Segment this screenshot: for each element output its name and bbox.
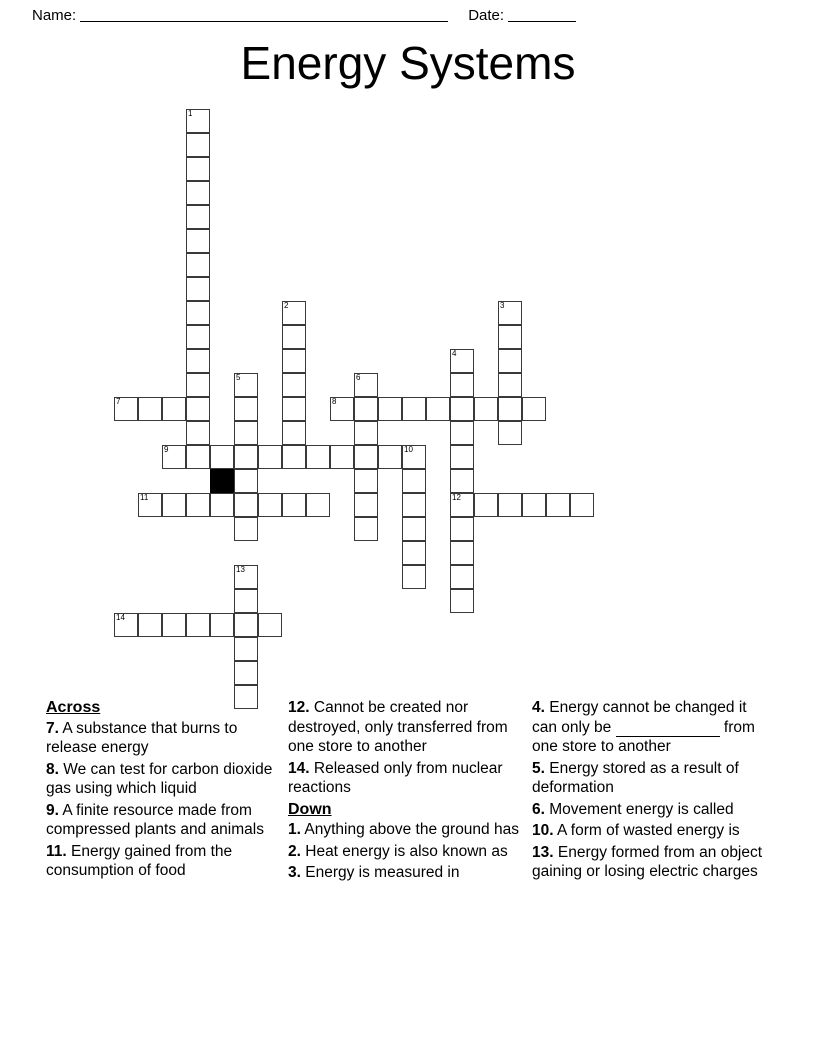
clue-down-5 — [532, 759, 772, 798]
crossword-cell[interactable] — [354, 517, 378, 541]
crossword-cell[interactable] — [258, 445, 282, 469]
crossword-cell-start-7[interactable] — [114, 397, 138, 421]
crossword-cell[interactable] — [354, 421, 378, 445]
crossword-cell-start-14[interactable] — [114, 613, 138, 637]
crossword-cell[interactable] — [186, 133, 210, 157]
clue-down-2 — [288, 842, 528, 862]
crossword-cell[interactable] — [450, 397, 474, 421]
clue-across-7 — [46, 719, 284, 758]
crossword-cell[interactable] — [450, 373, 474, 397]
crossword-cell[interactable] — [234, 445, 258, 469]
cell-number: 11 — [140, 493, 149, 502]
date-label: Date: — [468, 6, 505, 24]
crossword-cell-start-11[interactable] — [138, 493, 162, 517]
clue-number: 11. — [46, 842, 67, 860]
crossword-cell[interactable] — [234, 589, 258, 613]
crossword-cell[interactable] — [282, 325, 306, 349]
crossword-cell[interactable] — [450, 589, 474, 613]
crossword-cell[interactable] — [546, 493, 570, 517]
clue-number: 13. — [532, 843, 554, 861]
cell-number: 2 — [284, 301, 289, 310]
clue-number: 5. — [532, 759, 545, 777]
crossword-cell[interactable] — [186, 445, 210, 469]
blocked-cell — [210, 469, 234, 493]
crossword-cell-start-10[interactable] — [402, 445, 426, 469]
clue-down-6 — [532, 800, 772, 820]
clue-text: A substance that burns to release energy — [46, 719, 238, 756]
crossword-cell[interactable] — [138, 397, 162, 421]
clue-text: Energy cannot be changed it can only be — [532, 699, 747, 736]
crossword-cell-start-6[interactable] — [354, 373, 378, 397]
across-heading: Across — [46, 699, 101, 716]
crossword-cell[interactable] — [282, 373, 306, 397]
cell-number: 10 — [404, 445, 413, 454]
crossword-cell-start-13[interactable] — [234, 565, 258, 589]
cell-number: 13 — [236, 565, 245, 574]
clue-down-1 — [288, 820, 528, 840]
crossword-cell[interactable] — [354, 445, 378, 469]
crossword-cell[interactable] — [498, 493, 522, 517]
crossword-cell[interactable] — [282, 493, 306, 517]
clue-column-1 — [46, 698, 284, 883]
crossword-cell[interactable] — [522, 397, 546, 421]
cell-number: 6 — [356, 373, 361, 382]
clue-across-9 — [46, 801, 284, 840]
crossword-cell[interactable] — [498, 373, 522, 397]
crossword-cell[interactable] — [258, 493, 282, 517]
crossword-cell[interactable] — [474, 397, 498, 421]
clues-section — [0, 698, 816, 885]
clue-text: from one store to another — [532, 718, 755, 755]
crossword-cell-start-8[interactable] — [330, 397, 354, 421]
clue-column-3 — [532, 698, 772, 884]
crossword-cell[interactable] — [570, 493, 594, 517]
cell-number: 9 — [164, 445, 169, 454]
crossword-cell[interactable] — [354, 469, 378, 493]
clue-text: Energy is measured in — [305, 864, 460, 881]
page-title: Energy Systems — [240, 37, 576, 89]
cell-number: 5 — [236, 373, 241, 382]
clue-number: 12. — [288, 699, 310, 716]
crossword-cell[interactable] — [234, 517, 258, 541]
crossword-cell[interactable] — [330, 445, 354, 469]
crossword-cell[interactable] — [186, 397, 210, 421]
crossword-cell[interactable] — [426, 397, 450, 421]
crossword-cell[interactable] — [186, 277, 210, 301]
clue-number: 6. — [532, 800, 545, 818]
crossword-cell[interactable] — [234, 397, 258, 421]
crossword-cell[interactable] — [186, 301, 210, 325]
crossword-cell[interactable] — [450, 517, 474, 541]
clue-down-13 — [532, 843, 772, 882]
crossword-cell[interactable] — [450, 469, 474, 493]
crossword-cell[interactable] — [498, 325, 522, 349]
crossword-cell[interactable] — [210, 445, 234, 469]
crossword-cell[interactable] — [138, 613, 162, 637]
crossword-cell-start-1[interactable] — [186, 109, 210, 133]
crossword-cell-start-5[interactable] — [234, 373, 258, 397]
crossword-cell[interactable] — [186, 613, 210, 637]
crossword-cell[interactable] — [234, 421, 258, 445]
crossword-cell[interactable] — [402, 397, 426, 421]
crossword-cell[interactable] — [234, 637, 258, 661]
crossword-cell[interactable] — [186, 325, 210, 349]
crossword-cell[interactable] — [282, 349, 306, 373]
clue-across-11 — [46, 842, 284, 881]
crossword-cell[interactable] — [306, 493, 330, 517]
cell-number: 14 — [116, 613, 125, 622]
clue-across-14 — [288, 759, 528, 798]
crossword-cell[interactable] — [522, 493, 546, 517]
crossword-cell[interactable] — [378, 445, 402, 469]
clue-number: 7. — [46, 719, 59, 737]
clue-number: 14. — [288, 759, 310, 777]
cell-number: 1 — [188, 109, 193, 118]
crossword-cell-start-3[interactable] — [498, 301, 522, 325]
clue-across-12 — [288, 698, 528, 757]
crossword-cell[interactable] — [186, 181, 210, 205]
down-heading: Down — [288, 800, 332, 818]
clue-text: A finite resource made from compressed plants and animals — [46, 801, 264, 838]
crossword-cell[interactable] — [402, 541, 426, 565]
crossword-cell-start-4[interactable] — [450, 349, 474, 373]
cell-number: 7 — [116, 397, 121, 406]
crossword-cell[interactable] — [498, 397, 522, 421]
crossword-cell[interactable] — [186, 205, 210, 229]
crossword-cell[interactable] — [354, 493, 378, 517]
clue-text: Released only from nuclear reactions — [288, 759, 503, 796]
clue-text: Energy formed from an object gaining or losing electric charges — [532, 843, 763, 880]
clue-down-4 — [532, 698, 772, 757]
crossword-cell[interactable] — [162, 613, 186, 637]
crossword-cell[interactable] — [282, 421, 306, 445]
crossword-cell[interactable] — [234, 661, 258, 685]
clue-number: 2. — [288, 842, 301, 860]
crossword-cell[interactable] — [402, 565, 426, 589]
name-label: Name: — [32, 6, 77, 24]
crossword-cell[interactable] — [234, 469, 258, 493]
crossword-cell[interactable] — [450, 565, 474, 589]
cell-number: 8 — [332, 397, 337, 406]
clue-text: Heat energy is also known as — [305, 842, 508, 860]
cell-number: 3 — [500, 301, 505, 310]
clue-number: 9. — [46, 801, 59, 819]
crossword-cell[interactable] — [282, 397, 306, 421]
clue-text: Anything above the ground has — [304, 821, 519, 838]
clue-down-3 — [288, 863, 528, 883]
crossword-cell[interactable] — [186, 229, 210, 253]
clue-number: 4. — [532, 699, 545, 716]
crossword-cell[interactable] — [186, 373, 210, 397]
crossword-cell[interactable] — [210, 613, 234, 637]
crossword-cell[interactable] — [162, 493, 186, 517]
crossword-cell[interactable] — [378, 397, 402, 421]
crossword-cell[interactable] — [186, 493, 210, 517]
crossword-cell[interactable] — [186, 349, 210, 373]
clue-text: Movement energy is called — [549, 800, 734, 818]
crossword-cell[interactable] — [186, 157, 210, 181]
crossword-cell[interactable] — [234, 493, 258, 517]
clue-blank-line[interactable] — [616, 723, 720, 737]
crossword-cell[interactable] — [354, 397, 378, 421]
crossword-cell[interactable] — [402, 517, 426, 541]
clue-down-10 — [532, 821, 772, 841]
clue-text: We can test for carbon dioxide gas using which liquid — [46, 760, 273, 797]
crossword-cell[interactable] — [186, 421, 210, 445]
clue-text: Energy stored as a result of deformation — [532, 759, 739, 796]
crossword-cell[interactable] — [282, 445, 306, 469]
clue-number: 10. — [532, 822, 554, 839]
clue-number: 3. — [288, 864, 301, 881]
clue-number: 1. — [288, 821, 301, 838]
clue-across-8 — [46, 760, 284, 799]
crossword-cell[interactable] — [498, 421, 522, 445]
clue-column-2 — [288, 698, 528, 885]
crossword-cell[interactable] — [402, 469, 426, 493]
crossword-cell-start-2[interactable] — [282, 301, 306, 325]
crossword-cell[interactable] — [474, 493, 498, 517]
crossword-cell[interactable] — [210, 493, 234, 517]
clue-text: Energy gained from the consumption of food — [46, 842, 233, 879]
crossword-cell[interactable] — [258, 613, 282, 637]
clue-text: Cannot be created nor destroyed, only transferred from one store to another — [288, 699, 508, 755]
crossword-cell[interactable] — [498, 349, 522, 373]
cell-number: 4 — [452, 349, 457, 358]
cell-number: 12 — [452, 493, 461, 502]
crossword-cell[interactable] — [306, 445, 330, 469]
clue-number: 8. — [46, 760, 59, 778]
crossword-cell[interactable] — [162, 397, 186, 421]
crossword-cell[interactable] — [450, 421, 474, 445]
crossword-cell[interactable] — [186, 253, 210, 277]
clue-text: A form of wasted energy is — [557, 822, 740, 839]
crossword-cell[interactable] — [402, 493, 426, 517]
crossword-cell[interactable] — [450, 445, 474, 469]
crossword-cell-start-9[interactable] — [162, 445, 186, 469]
crossword-cell[interactable] — [450, 541, 474, 565]
crossword-cell-start-12[interactable] — [450, 493, 474, 517]
crossword-cell[interactable] — [234, 613, 258, 637]
